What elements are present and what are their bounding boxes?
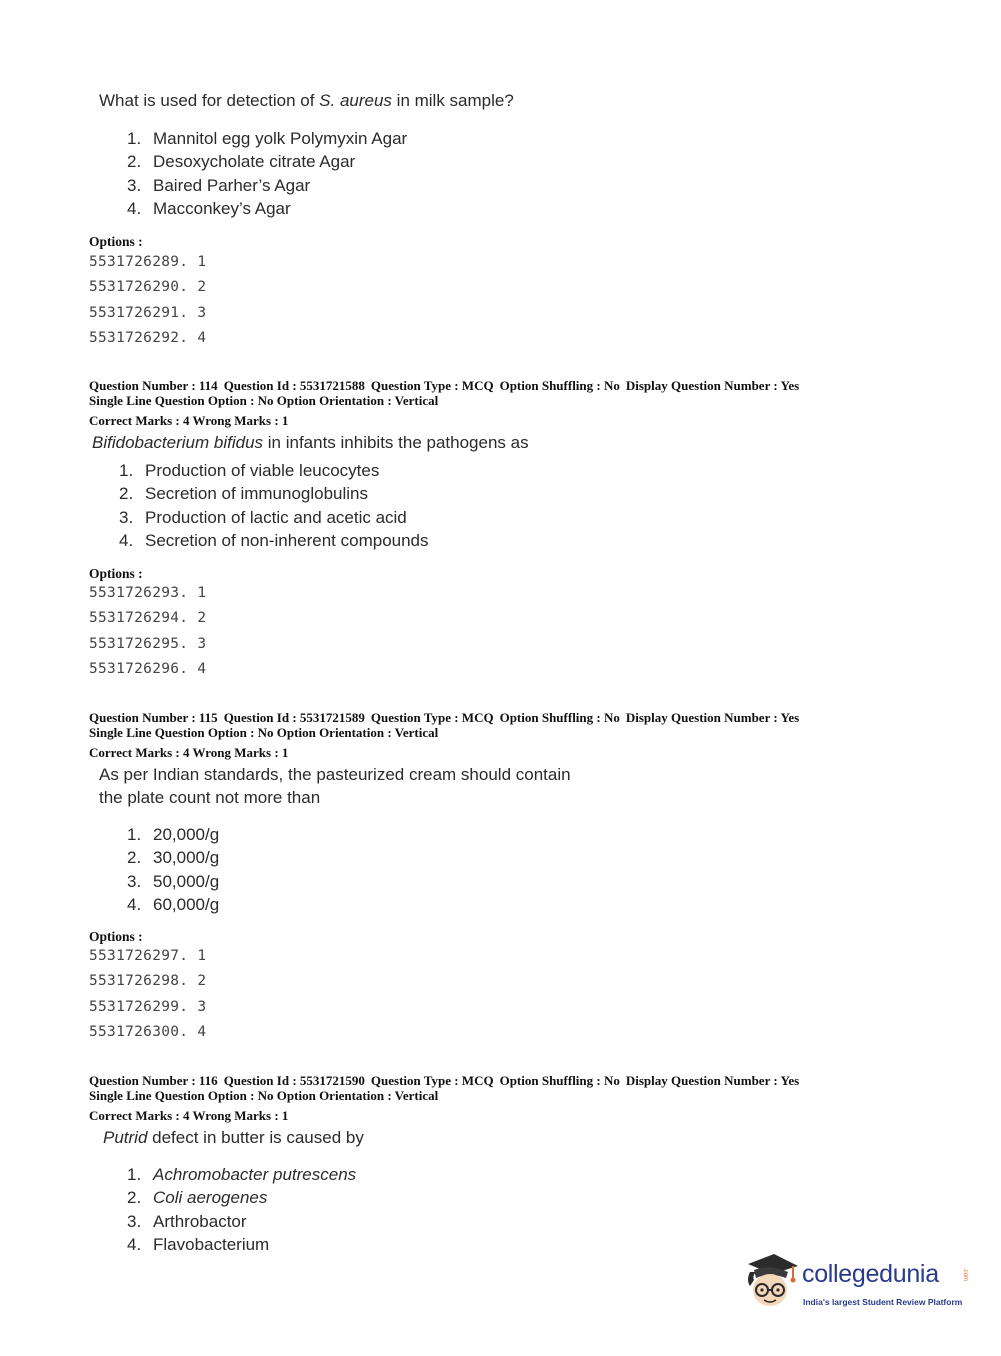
collegedunia-logo [740,1248,970,1318]
q115-choices [127,823,219,916]
option-id: 5531726290. 2 [89,279,207,296]
q114-choices [119,459,429,552]
logo-wordmark: collegedunia [802,1260,939,1288]
q116-choices [127,1163,356,1256]
choice-item: 2. Coli aerogenes [127,1188,268,1208]
choice-item: 4. Macconkey’s Agar [127,198,291,218]
option-id: 5531726295. 3 [89,635,207,652]
q116-marks: Correct Marks : 4 Wrong Marks : 1 [89,1108,289,1123]
option-id: 5531726299. 3 [89,998,207,1015]
mascot-icon [740,1250,802,1312]
q113-text-a: What is used for detection of [99,91,320,110]
question-114-text [92,431,529,454]
choice-item: 1. Achromobacter putrescens [127,1165,357,1184]
q113-text-b: in milk sample? [391,91,514,110]
q114-option-ids [89,581,206,682]
choice-item: 2. Secretion of immunoglobulins [119,484,369,504]
options-label: Options : [89,566,143,581]
q116-meta-line2: Single Line Question Option : No Option Orientation : Vertical [89,1088,439,1103]
q115-text-line1: As per Indian standards, the pasteurized cream should contain [99,765,571,784]
choice-item: 1. Mannitol egg yolk Polymyxin Agar [127,129,408,148]
q116-text-rest: defect in butter is caused by [147,1128,364,1147]
q113-text-italic: S. aureus [319,91,392,110]
q115-option-ids [89,944,206,1045]
option-id: 5531726297. 1 [89,948,207,964]
choice-item: 3. 50,000/g [127,871,220,891]
option-id: 5531726300. 4 [89,1023,207,1040]
q114-meta-line2: Single Line Question Option : No Option Orientation : Vertical [89,393,439,408]
logo-com: .com [962,1268,968,1282]
question-115-text [99,763,571,809]
q114-marks: Correct Marks : 4 Wrong Marks : 1 [89,413,289,428]
option-id: 5531726291. 3 [89,304,207,321]
choice-item: 2. 30,000/g [127,848,220,868]
choice-item: 3. Production of lactic and acetic acid [119,507,407,527]
q114-text-rest: in infants inhibits the pathogens as [263,433,529,452]
option-id: 5531726296. 4 [89,660,207,677]
logo-tagline: India's largest Student Review Platform [803,1297,963,1307]
choice-item: 1. 20,000/g [127,825,220,844]
choice-item: 1. Production of viable leucocytes [119,461,380,480]
option-id: 5531726289. 1 [89,254,207,270]
option-id: 5531726294. 2 [89,610,207,627]
q115-meta-line1: Question Number : 115 Question Id : 5531721589 Question Type : MCQ Option Shuffling : No Display Question Number : Yes [89,710,800,725]
choice-item: 4. Flavobacterium [127,1234,270,1254]
q115-meta-line2: Single Line Question Option : No Option Orientation : Vertical [89,725,439,740]
q115-text-line2: the plate count not more than [99,788,321,807]
option-id: 5531726292. 4 [89,329,207,346]
q115-marks: Correct Marks : 4 Wrong Marks : 1 [89,745,289,760]
options-label: Options : [89,234,143,249]
q113-choices [127,127,407,220]
choice-item: 3. Baired Parher’s Agar [127,175,311,195]
question-113-text [99,89,514,112]
choice-item: 4. 60,000/g [127,894,220,914]
option-id: 5531726293. 1 [89,585,207,601]
choice-item: 4. Secretion of non-inherent compounds [119,530,429,550]
q113-option-ids [89,250,206,351]
question-116-text [103,1126,364,1149]
q114-text-italic: Bifidobacterium bifidus [92,433,264,452]
q116-text-italic: Putrid [103,1128,148,1147]
q114-meta-line1: Question Number : 114 Question Id : 5531721588 Question Type : MCQ Option Shuffling : No Display Question Number : Yes [89,378,800,393]
choice-item: 3. Arthrobactor [127,1211,247,1231]
option-id: 5531726298. 2 [89,973,207,990]
options-label: Options : [89,929,143,944]
choice-item: 2. Desoxycholate citrate Agar [127,152,356,172]
q116-meta-line1: Question Number : 116 Question Id : 5531721590 Question Type : MCQ Option Shuffling : No Display Question Number : Yes [89,1073,800,1088]
